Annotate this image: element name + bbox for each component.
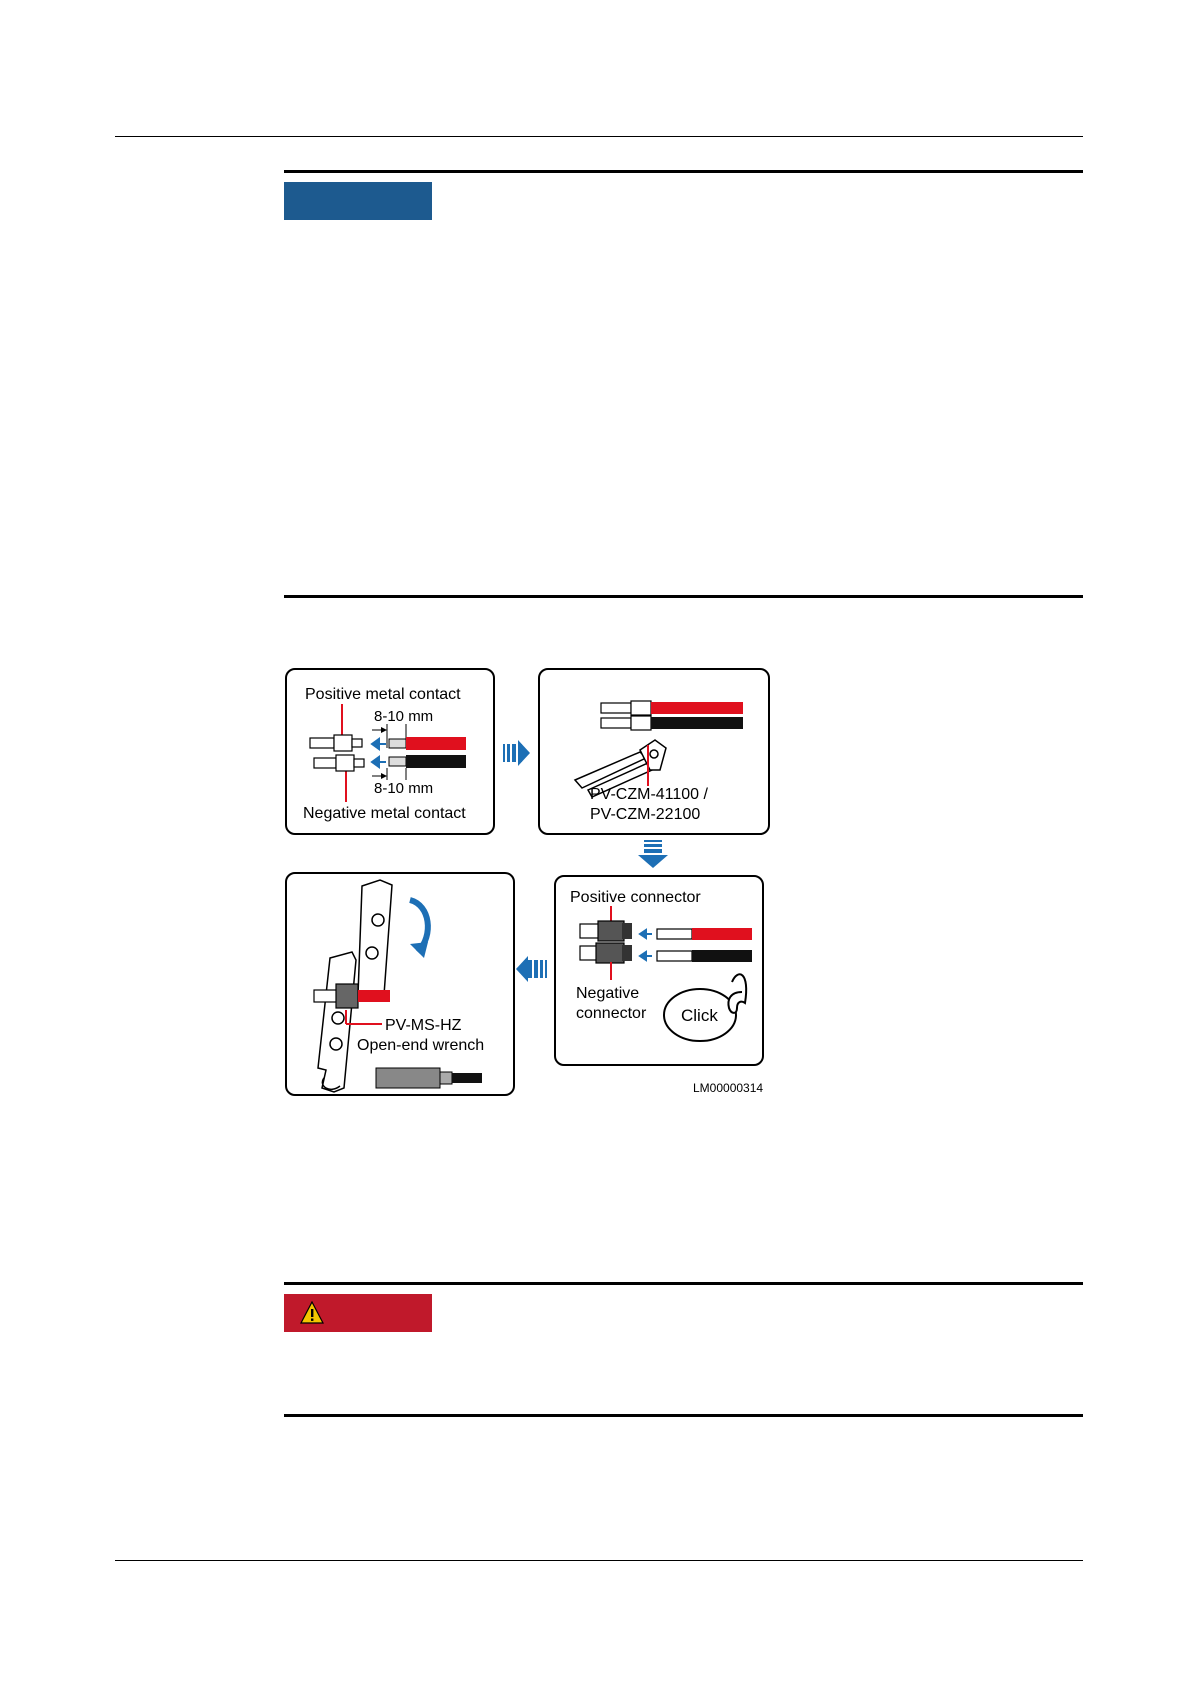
- positive-connector-cable: [692, 928, 752, 940]
- wrench-name-label: Open-end wrench: [357, 1037, 485, 1054]
- negative-connector: [580, 943, 632, 963]
- positive-connector: [580, 921, 632, 941]
- danger-bottom-rule: [284, 1414, 1083, 1417]
- strip-length-bottom: 8-10 mm: [374, 780, 434, 797]
- positive-connector-label: Positive connector: [570, 889, 701, 906]
- negative-connector-label-line2: connector: [576, 1005, 647, 1022]
- negative-connector-label-line1: Negative: [576, 985, 640, 1002]
- step-arrow-left: [516, 956, 547, 982]
- crimping-tool-model-line2: PV-CZM-22100: [590, 806, 701, 823]
- positive-cable-strip: [389, 739, 406, 748]
- step-arrow-right: [503, 740, 530, 766]
- crimped-positive-contact: [601, 701, 743, 715]
- positive-cable: [406, 737, 466, 750]
- negative-cable: [406, 755, 466, 768]
- crimping-tool-model-line1: PV-CZM-41100 /: [590, 786, 708, 803]
- figure-id: LM00000314: [693, 1081, 764, 1095]
- danger-top-rule: [284, 1282, 1083, 1285]
- crimped-negative-contact: [601, 716, 743, 730]
- strip-length-top: 8-10 mm: [374, 708, 434, 725]
- step-arrow-down: [638, 840, 668, 868]
- negative-connector-cable: [692, 950, 752, 962]
- negative-metal-contact-label: Negative metal contact: [303, 805, 466, 822]
- negative-cable-strip: [389, 757, 406, 766]
- click-label: Click: [681, 1006, 718, 1025]
- danger-label-box: [284, 1294, 432, 1332]
- warning-triangle-icon: [300, 1301, 324, 1324]
- positive-metal-contact-label: Positive metal contact: [305, 686, 461, 703]
- wrench-model-label: PV-MS-HZ: [385, 1017, 462, 1034]
